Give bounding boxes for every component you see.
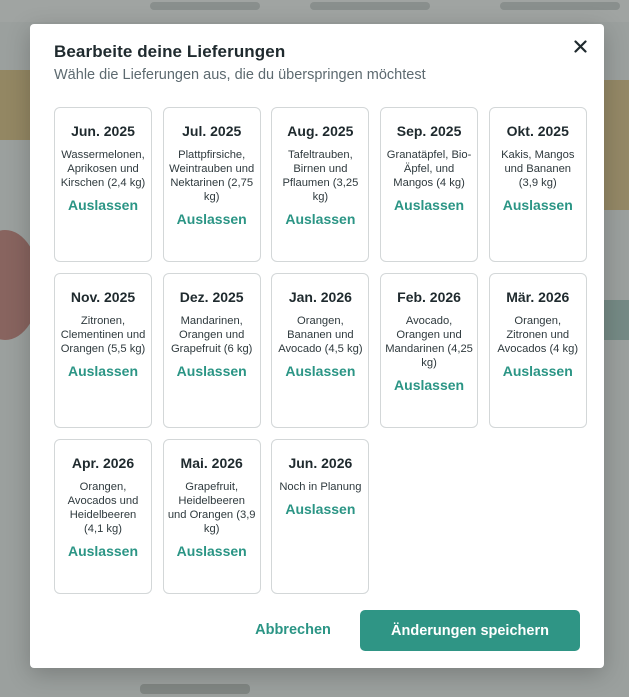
dialog-title: Bearbeite deine Lieferungen (54, 42, 286, 61)
delivery-card (163, 273, 261, 428)
delivery-contents: Wassermelonen, Aprikosen und Kirschen (2,4 kg) (60, 149, 146, 189)
skip-delivery-button[interactable]: Auslassen (67, 543, 139, 559)
skip-delivery-button[interactable]: Auslassen (502, 197, 573, 213)
delivery-month: Mär. 2026 (506, 289, 570, 305)
delivery-card (54, 107, 152, 262)
delivery-card (271, 107, 369, 262)
skip-delivery-button[interactable]: Auslassen (285, 211, 356, 227)
delivery-month: Okt. 2025 (506, 123, 569, 139)
delivery-grid (54, 107, 587, 594)
delivery-month: Dez. 2025 (179, 289, 244, 305)
cancel-button[interactable]: Abbrechen (244, 617, 342, 643)
delivery-contents: Plattpfirsiche, Weintrauben und Nektarinen (2,75 kg) (169, 149, 255, 203)
delivery-month: Jun. 2026 (288, 455, 353, 471)
delivery-contents: Avocado, Orangen und Mandarinen (4,25 kg) (385, 315, 473, 369)
delivery-month: Jan. 2026 (288, 289, 352, 305)
skip-delivery-button[interactable]: Auslassen (285, 363, 356, 379)
delivery-contents: Tafeltrauben, Birnen und Pflaumen (3,25 kg) (282, 149, 359, 203)
delivery-month: Sep. 2025 (396, 123, 462, 139)
delivery-card (380, 273, 478, 428)
delivery-card (489, 107, 587, 262)
delivery-card (380, 107, 478, 262)
delivery-contents: Orangen, Avocados und Heidelbeeren (4,1 kg) (67, 481, 139, 535)
delivery-contents: Kakis, Mangos und Bananen (3,9 kg) (501, 149, 575, 189)
delivery-card (163, 439, 261, 594)
delivery-card (271, 273, 369, 428)
delivery-month: Mai. 2026 (180, 455, 243, 471)
delivery-month: Jun. 2025 (71, 123, 135, 139)
delivery-month: Aug. 2025 (287, 123, 354, 139)
skip-delivery-button[interactable]: Auslassen (176, 363, 247, 379)
delivery-contents: Orangen, Zitronen und Avocados (4 kg) (497, 315, 579, 355)
delivery-card (54, 273, 152, 428)
skip-delivery-button[interactable]: Auslassen (176, 211, 247, 227)
delivery-card (489, 273, 587, 428)
delivery-month: Feb. 2026 (397, 289, 461, 305)
delivery-contents: Granatäpfel, Bio-Äpfel, und Mangos (4 kg) (386, 149, 472, 189)
delivery-month: Nov. 2025 (70, 289, 136, 305)
skip-delivery-button[interactable]: Auslassen (394, 377, 465, 393)
save-changes-button[interactable]: Änderungen speichern (360, 610, 580, 651)
skip-delivery-button[interactable]: Auslassen (502, 363, 573, 379)
skip-delivery-button[interactable]: Auslassen (285, 501, 356, 517)
delivery-month: Jul. 2025 (182, 123, 242, 139)
delivery-contents: Zitronen, Clementinen und Orangen (5,5 kg) (60, 315, 146, 355)
delivery-contents: Orangen, Bananen und Avocado (4,5 kg) (278, 315, 363, 355)
dialog-subtitle: Wähle die Lieferungen aus, die du überspringen möchtest (54, 67, 426, 83)
skip-delivery-button[interactable]: Auslassen (176, 543, 247, 559)
skip-delivery-button[interactable]: Auslassen (67, 363, 139, 379)
skip-delivery-button[interactable]: Auslassen (394, 197, 465, 213)
delivery-month: Apr. 2026 (71, 455, 135, 471)
edit-deliveries-dialog (30, 24, 604, 668)
close-button[interactable] (568, 34, 592, 58)
delivery-contents: Mandarinen, Orangen und Grapefruit (6 kg) (170, 315, 253, 355)
skip-delivery-button[interactable]: Auslassen (67, 197, 139, 213)
delivery-card (163, 107, 261, 262)
delivery-card (271, 439, 369, 594)
delivery-card (54, 439, 152, 594)
delivery-contents: Noch in Planung (279, 481, 362, 493)
close-icon (574, 40, 587, 53)
delivery-contents: Grapefruit, Heidelbeeren und Orangen (3,9 kg) (167, 481, 256, 535)
